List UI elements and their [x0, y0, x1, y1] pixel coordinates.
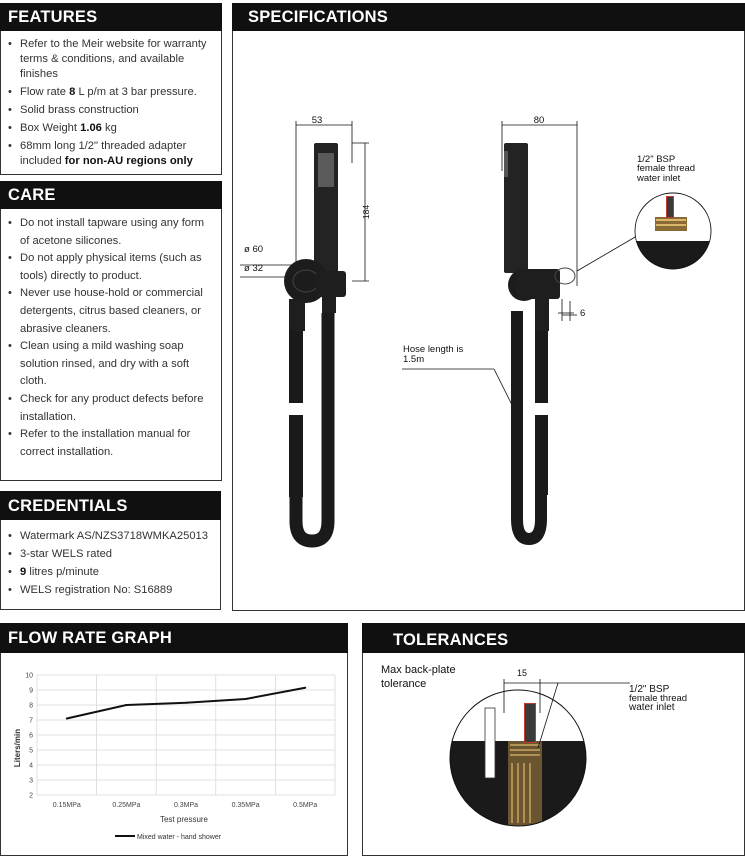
flow-graph-header [0, 623, 348, 653]
list-item: • Refer to the installation manual for correct installation. [8, 426, 216, 461]
x-tick-label: 0.35MPa [231, 802, 260, 809]
y-tick-label: 3 [29, 777, 33, 785]
features-header [0, 3, 222, 31]
dim-width-front: 53 [311, 115, 323, 126]
care-title: CARE [8, 186, 56, 204]
x-tick-label: 0.25MPa [112, 802, 141, 809]
data-point [66, 718, 68, 720]
tolerances-title: TOLERANCES [393, 631, 509, 649]
list-item: • 3-star WELS rated [8, 545, 216, 563]
dim-height: 184 [361, 204, 371, 220]
specifications-drawing [232, 31, 745, 611]
y-tick-label: 8 [29, 702, 33, 710]
care-header [0, 181, 222, 209]
features-panel [0, 31, 222, 175]
y-tick-label: 10 [25, 672, 33, 680]
list-item: • Do not apply physical items (such as tools) directly to product. [8, 250, 216, 285]
data-point [125, 704, 127, 706]
tolerance-bsp-line1: 1/2" BSP [629, 684, 670, 695]
list-item: • Never use house-hold or commercial detergents, citrus based cleaners, or abrasive cleaners. [8, 285, 216, 338]
front-view [284, 143, 346, 541]
dim-width-side: 80 [533, 115, 545, 126]
dim-dia-60: ø 60 [244, 244, 264, 255]
y-tick-label: 4 [29, 762, 33, 770]
flow-graph-title: FLOW RATE GRAPH [8, 629, 173, 647]
credentials-list [8, 527, 216, 599]
hose-label-line1: Hose length is [403, 344, 464, 355]
credentials-panel [0, 520, 221, 610]
tolerance-label-line1: Max back-plate [381, 664, 456, 676]
list-item: • 68mm long 1/2" threaded adapter included for non-AU regions only [8, 139, 213, 169]
specifications-header [232, 3, 745, 31]
tolerance-label-line2: tolerance [381, 678, 427, 690]
y-tick-label: 9 [29, 687, 33, 695]
tolerance-bsp-line3: water inlet [629, 702, 675, 713]
features-title: FEATURES [8, 8, 98, 26]
tolerances-header [362, 623, 745, 653]
bsp-label-line1: 1/2" BSP [637, 154, 676, 165]
care-list [8, 215, 216, 461]
list-item: • WELS registration No: S16889 [8, 581, 216, 599]
dim-offset: 6 [580, 308, 586, 319]
y-tick-label: 5 [29, 747, 33, 755]
list-item: • Check for any product defects before installation. [8, 391, 216, 426]
y-axis-title: Liters/min [13, 728, 22, 768]
list-item: • Box Weight 1.06 kg [8, 121, 213, 136]
dim-dia-32: ø 32 [244, 263, 264, 274]
tolerances-drawing [362, 653, 745, 856]
bsp-label-line3: water inlet [637, 173, 681, 184]
credentials-title: CREDENTIALS [8, 497, 128, 515]
list-item: • Do not install tapware using any form of acetone silicones. [8, 215, 216, 250]
side-view [504, 143, 575, 539]
data-point [185, 702, 187, 704]
features-list [8, 37, 213, 172]
y-tick-label: 6 [29, 732, 33, 740]
x-tick-label: 0.3MPa [173, 802, 199, 809]
list-item: • Solid brass construction [8, 103, 213, 118]
specifications-title: SPECIFICATIONS [248, 8, 389, 26]
tolerance-dim: 15 [516, 668, 528, 678]
list-item: • Watermark AS/NZS3718WMKA25013 [8, 527, 216, 545]
care-panel [0, 209, 222, 481]
y-tick-label: 7 [29, 717, 33, 725]
credentials-header [0, 491, 221, 520]
bsp-detail [627, 193, 727, 281]
data-point [304, 687, 306, 689]
bsp-label-line2: female thread [637, 163, 696, 174]
data-point [245, 698, 247, 700]
y-tick-label: 2 [29, 792, 33, 800]
list-item: • Clean using a mild washing soap solution rinsed, and dry with a soft cloth. [8, 338, 216, 391]
list-item: • Refer to the Meir website for warranty terms & conditions, and available finishes [8, 37, 213, 82]
x-tick-label: 0.5MPa [293, 802, 318, 809]
flow-rate-chart [0, 653, 348, 856]
x-axis-title: Test pressure [159, 815, 209, 824]
legend-label: Mixed water - hand shower [137, 834, 222, 841]
hose-label-line2: 1.5m [403, 354, 425, 365]
list-item: • 9 litres p/minute [8, 563, 216, 581]
x-tick-label: 0.15MPa [52, 802, 81, 809]
list-item: • Flow rate 8 L p/m at 3 bar pressure. [8, 85, 213, 100]
tolerance-bsp-line2: female thread [629, 693, 688, 704]
